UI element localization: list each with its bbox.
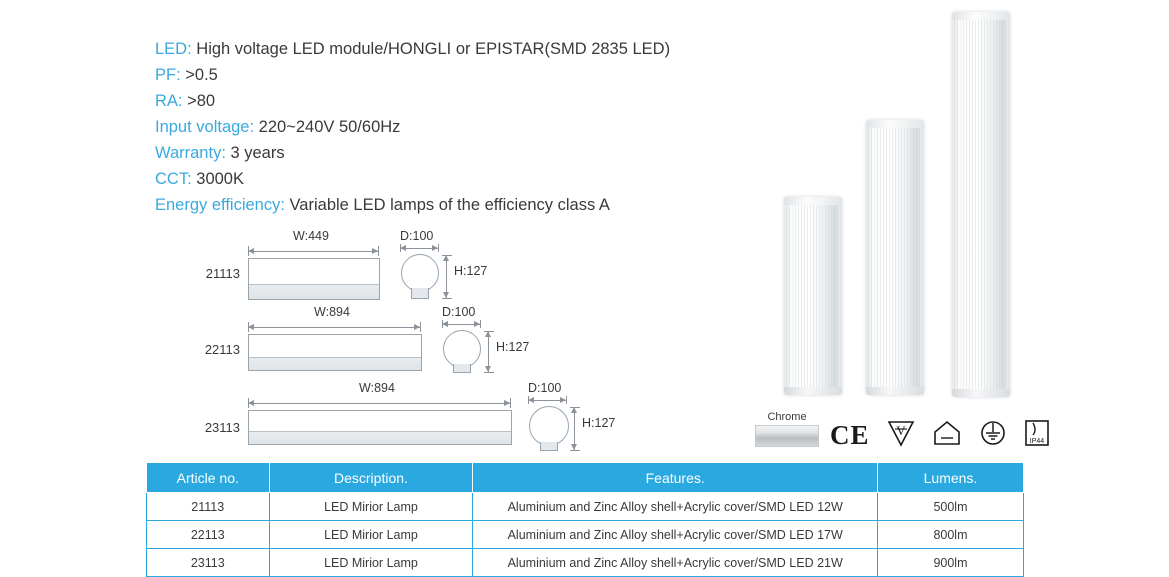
width-tick-right-23113: [510, 398, 511, 408]
product-photo-medium: [866, 120, 924, 395]
spec-row-warranty: [155, 140, 795, 166]
product-photo-large: [952, 12, 1010, 397]
product-cap-top-small: [784, 197, 842, 205]
finish-swatch-chrome: [755, 425, 819, 447]
specification-table-wrapper: [146, 462, 1024, 577]
lamp-mount-stub-22113: [453, 364, 471, 373]
product-cap-bottom-small: [784, 387, 842, 395]
spec-label-energy-efficiency: Energy efficiency:: [155, 196, 285, 214]
product-gloss-medium: [872, 120, 877, 395]
cell-features: Aluminium and Zinc Alloy shell+Acrylic cover/SMD LED 21W: [473, 549, 878, 577]
height-arrow-21113: [446, 255, 447, 298]
certification-icons: [830, 418, 1050, 452]
height-tick-bottom-22113: [484, 372, 494, 373]
dimension-code-22113: 22113: [204, 342, 240, 357]
width-label-22113: W:894: [314, 305, 350, 319]
specification-list: [155, 36, 795, 218]
spec-value-input-voltage: 220~240V 50/60Hz: [258, 118, 401, 136]
cell-features: Aluminium and Zinc Alloy shell+Acrylic cover/SMD LED 17W: [473, 521, 878, 549]
spec-row-cct: [155, 166, 795, 192]
ce-mark-text: CE: [830, 420, 870, 450]
product-gloss-large: [958, 12, 963, 397]
cell-article-no: 23113: [147, 549, 270, 577]
height-label-21113: H:127: [454, 264, 488, 278]
spec-row-ra: [155, 88, 795, 114]
lamp-side-view-22113: [443, 330, 481, 368]
height-label-23113: H:127: [582, 416, 616, 430]
spec-value-warranty: 3 years: [230, 144, 285, 162]
specification-table: [146, 462, 1024, 577]
cell-article-no: 22113: [147, 521, 270, 549]
cell-lumens: 500lm: [877, 493, 1023, 521]
cell-features: Aluminium and Zinc Alloy shell+Acrylic cover/SMD LED 12W: [473, 493, 878, 521]
height-arrow-23113: [574, 407, 575, 450]
dimension-block-23113: [150, 380, 750, 452]
spec-label-ra: RA:: [155, 92, 183, 110]
finish-label: Chrome: [767, 411, 807, 423]
spec-label-led: LED:: [155, 40, 192, 58]
lamp-front-divider-21113: [249, 284, 379, 285]
ip44-mark-icon: [1024, 418, 1050, 453]
width-arrow-21113: [248, 251, 378, 252]
dimension-diagrams: [150, 228, 750, 448]
cell-article-no: 21113: [147, 493, 270, 521]
spec-label-cct: CCT:: [155, 170, 192, 188]
spec-value-pf: >0.5: [185, 66, 218, 84]
width-label-23113: W:894: [359, 381, 395, 395]
spec-label-pf: PF:: [155, 66, 181, 84]
cell-description: LED Mirior Lamp: [269, 521, 473, 549]
width-tick-right-21113: [378, 246, 379, 256]
spec-row-led: [155, 36, 795, 62]
dimension-block-21113: [150, 228, 750, 298]
table-header-article-no: Article no.: [147, 463, 270, 493]
width-tick-right-22113: [420, 322, 421, 332]
cell-lumens: 900lm: [877, 549, 1023, 577]
lamp-side-view-23113: [529, 406, 569, 446]
product-cap-top-medium: [866, 120, 924, 128]
spec-row-energy-efficiency: [155, 192, 795, 218]
dimension-block-22113: [150, 304, 750, 374]
lamp-front-divider-22113: [249, 357, 421, 358]
spec-label-warranty: Warranty:: [155, 144, 226, 162]
width-label-21113: W:449: [293, 229, 329, 243]
height-label-22113: H:127: [496, 340, 530, 354]
table-row: [147, 521, 1024, 549]
depth-arrow-23113: [528, 400, 566, 401]
table-header-row: [147, 463, 1024, 493]
product-cap-bottom-medium: [866, 387, 924, 395]
product-cap-top-large: [952, 12, 1010, 20]
depth-label-21113: D:100: [400, 229, 434, 243]
dimension-code-23113: 23113: [204, 420, 240, 435]
ce-mark-icon: [830, 420, 870, 450]
table-header-lumens: Lumens.: [877, 463, 1023, 493]
lamp-mount-stub-21113: [411, 288, 429, 299]
spec-row-pf: [155, 62, 795, 88]
table-row: [147, 549, 1024, 577]
house-mark-icon: [932, 418, 962, 453]
product-photos: [760, 0, 1060, 400]
cell-description: LED Mirior Lamp: [269, 493, 473, 521]
lamp-front-view-21113: [248, 258, 380, 300]
spec-label-input-voltage: Input voltage:: [155, 118, 255, 136]
lamp-front-divider-23113: [249, 431, 511, 432]
lamp-front-view-22113: [248, 334, 422, 371]
depth-label-23113: D:100: [528, 381, 562, 395]
spec-value-led: High voltage LED module/HONGLI or EPISTAR(SMD 2835 LED): [196, 40, 671, 58]
width-arrow-23113: [248, 403, 510, 404]
spec-value-energy-efficiency: Variable LED lamps of the efficiency class A: [289, 196, 610, 214]
finish-swatch-group: [752, 411, 822, 447]
spec-row-input-voltage: [155, 114, 795, 140]
cell-description: LED Mirior Lamp: [269, 549, 473, 577]
depth-arrow-21113: [400, 248, 438, 249]
height-arrow-22113: [488, 331, 489, 372]
lamp-mount-stub-23113: [540, 442, 558, 451]
spec-value-ra: >80: [187, 92, 216, 110]
table-row: [147, 493, 1024, 521]
spec-value-cct: 3000K: [196, 170, 244, 188]
depth-label-22113: D:100: [442, 305, 476, 319]
depth-arrow-22113: [442, 324, 480, 325]
product-cap-bottom-large: [952, 389, 1010, 397]
table-header-description: Description.: [269, 463, 473, 493]
depth-tick-right-23113: [566, 396, 567, 404]
height-tick-bottom-21113: [442, 298, 452, 299]
depth-tick-right-22113: [480, 320, 481, 328]
table-header-features: Features.: [473, 463, 878, 493]
cell-lumens: 800lm: [877, 521, 1023, 549]
vde-mark-icon: [886, 418, 916, 453]
svg-text:V: V: [895, 422, 906, 438]
width-arrow-22113: [248, 327, 420, 328]
svg-text:IP44: IP44: [1029, 437, 1044, 445]
product-gloss-small: [790, 197, 795, 395]
lamp-side-view-21113: [401, 254, 439, 292]
lamp-front-view-23113: [248, 410, 512, 445]
product-photo-small: [784, 197, 842, 395]
depth-tick-right-21113: [438, 244, 439, 252]
dimension-code-21113: 21113: [205, 266, 240, 281]
earth-mark-icon: [978, 418, 1008, 453]
height-tick-bottom-23113: [570, 450, 580, 451]
